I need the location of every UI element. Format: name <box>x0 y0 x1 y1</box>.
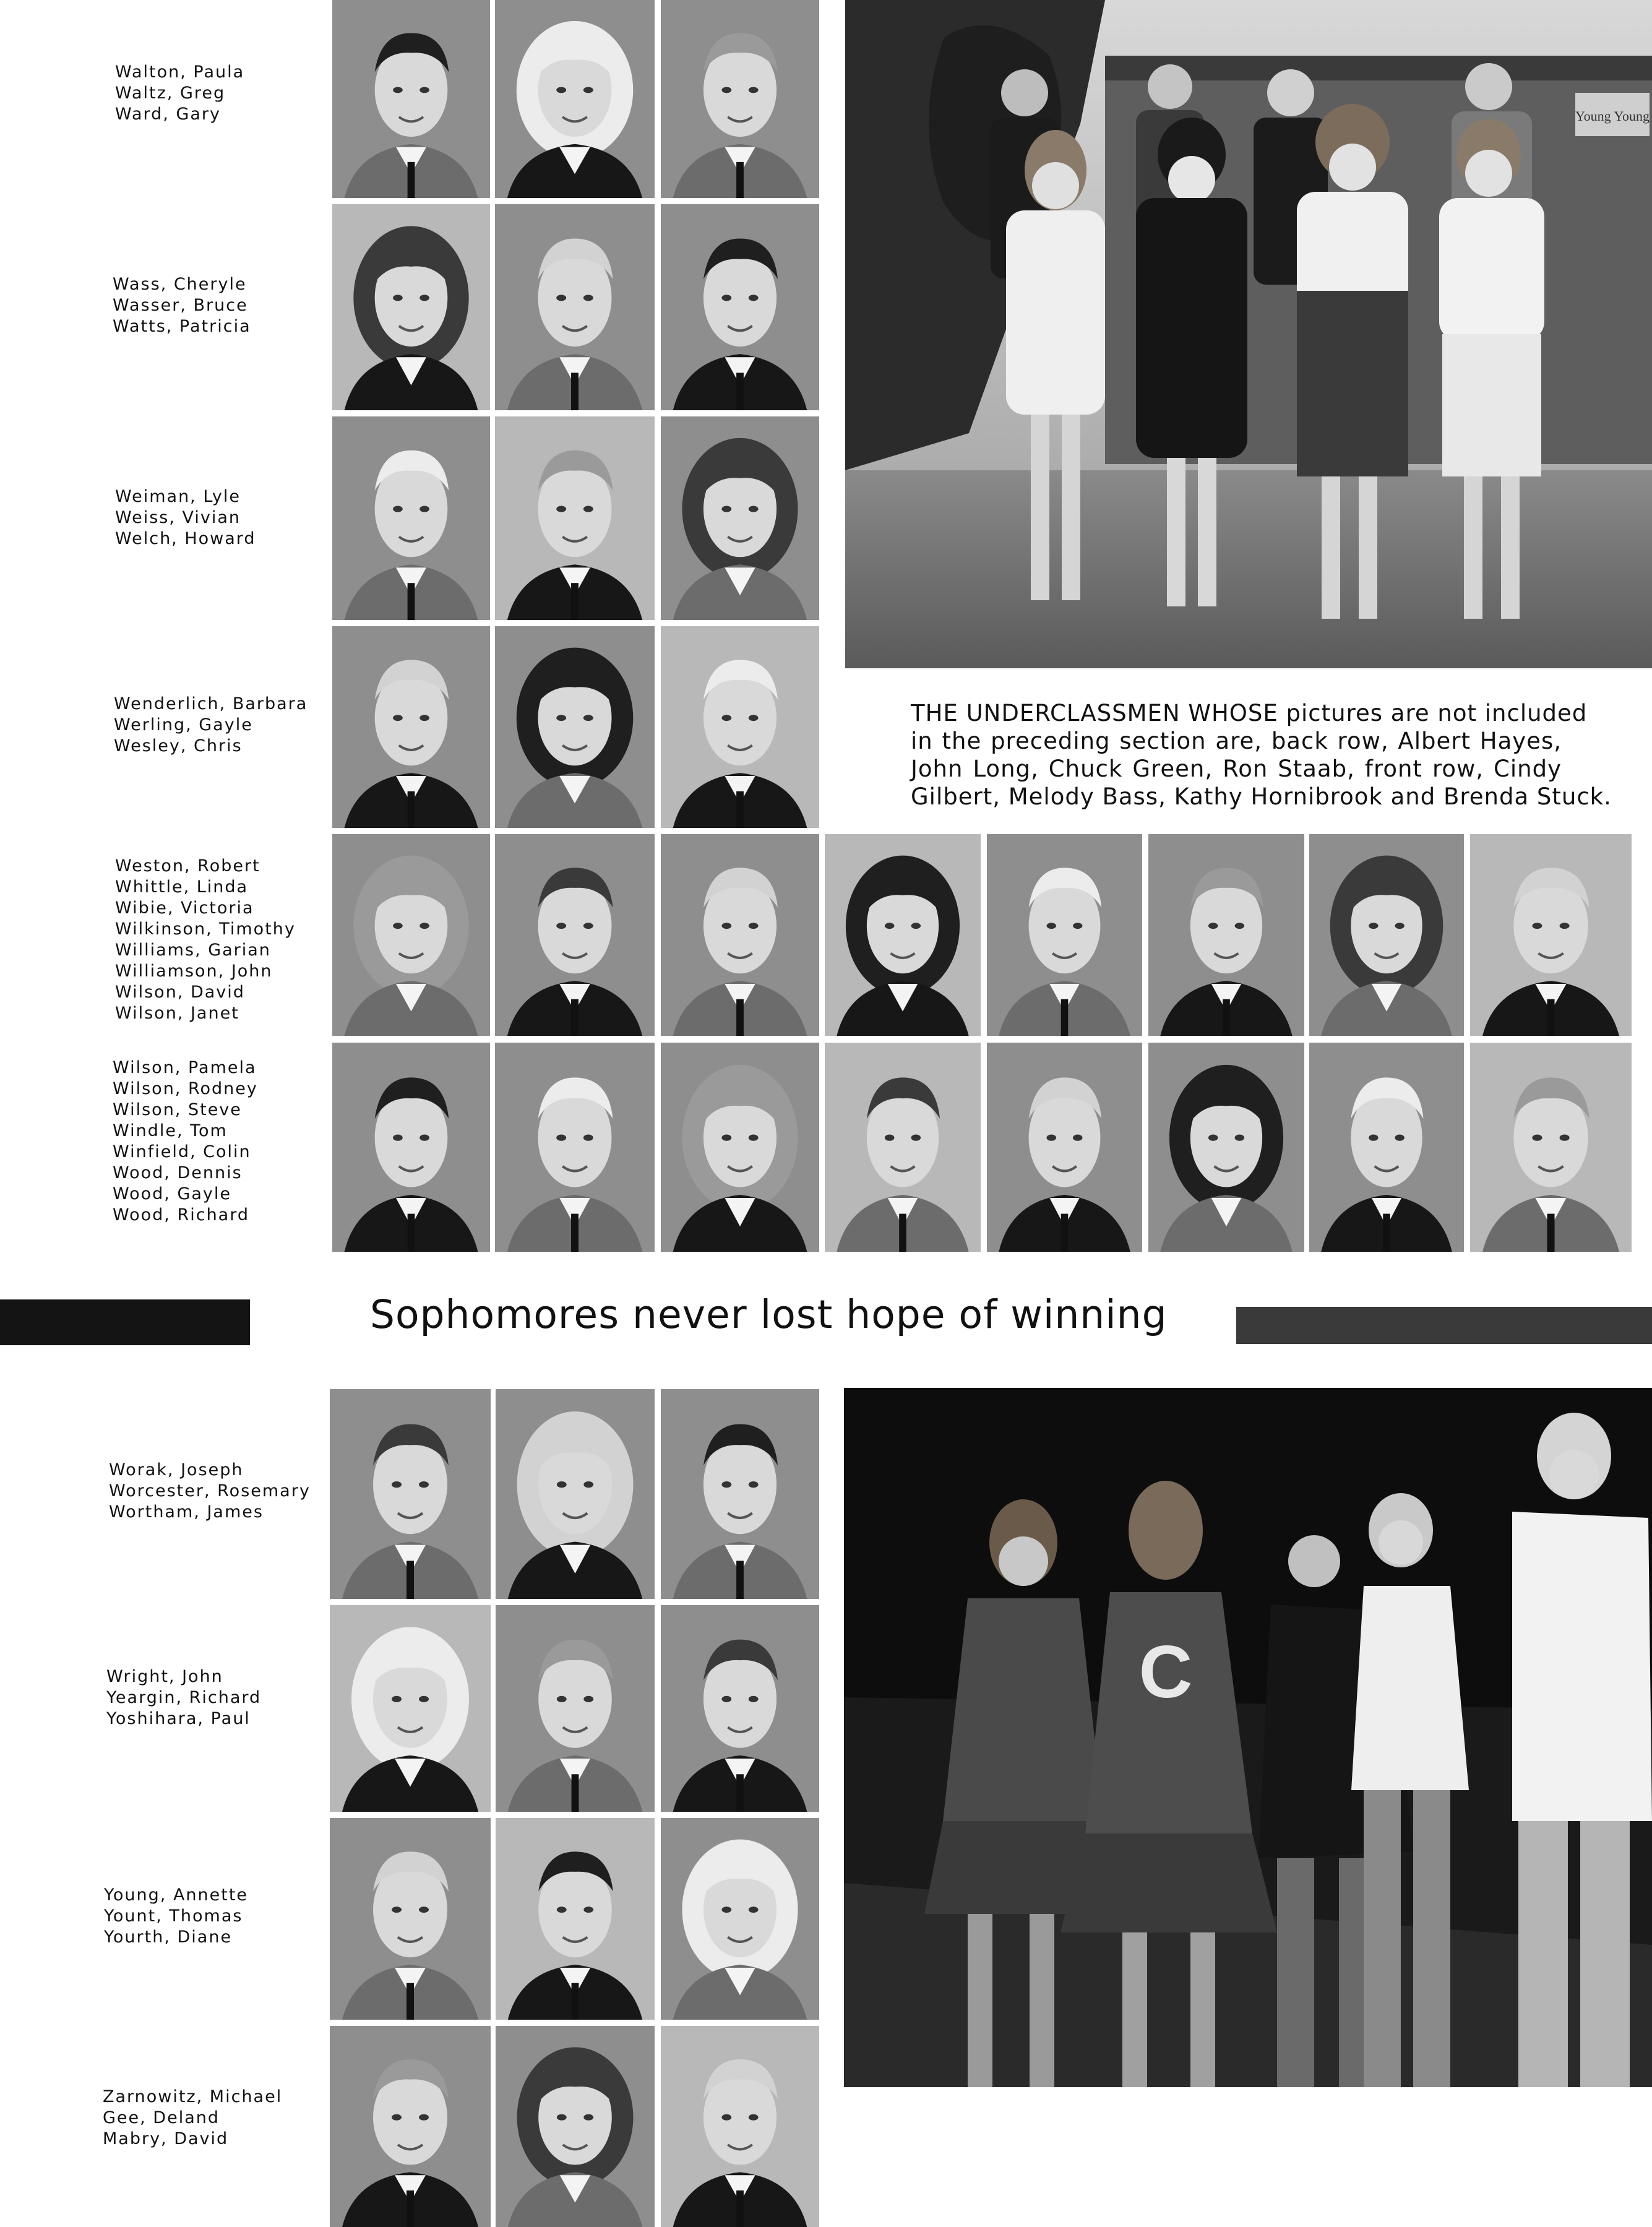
portrait-photo <box>1309 1043 1464 1252</box>
portrait-photo <box>825 834 981 1036</box>
portrait-photo <box>330 1389 491 1599</box>
portrait-photo <box>661 626 819 828</box>
name-entry: Welch, Howard <box>115 529 256 548</box>
caption-line: THE UNDERCLASSMEN WHOSE pictures are not included <box>911 700 1588 726</box>
portrait-photo <box>495 0 655 198</box>
caption-line: in the preceding section are, back row, Albert Hayes, <box>911 728 1562 754</box>
portrait-photo <box>495 626 655 828</box>
name-entry: Wasser, Bruce <box>113 296 248 315</box>
portrait-photo <box>495 416 655 620</box>
portrait-photo <box>330 2026 491 2227</box>
portrait-photo <box>1470 1043 1632 1252</box>
name-entry: Werling, Gayle <box>114 715 253 734</box>
name-list-group-5 <box>115 856 296 1024</box>
portrait-photo <box>496 1818 655 2020</box>
name-list-group-9 <box>104 1885 248 1948</box>
group-photo-caption <box>911 699 1612 811</box>
name-entry: Weiss, Vivian <box>115 508 241 527</box>
name-entry: Young, Annette <box>104 1885 249 1905</box>
heading-bar-left <box>0 1299 250 1345</box>
name-entry: Wood, Gayle <box>113 1184 232 1204</box>
cheerleader-photo <box>844 1388 1652 2087</box>
caption-line: Gilbert, Melody Bass, Kathy Hornibrook and Brenda Stuck. <box>911 783 1612 810</box>
name-entry: Mabry, David <box>103 2129 229 2148</box>
name-list-group-1 <box>115 62 244 125</box>
name-entry: Whittle, Linda <box>115 877 249 897</box>
name-entry: Yount, Thomas <box>104 1906 243 1926</box>
portrait-photo <box>332 0 490 198</box>
name-list-group-10 <box>103 2087 282 2150</box>
name-entry: Worak, Joseph <box>109 1460 244 1480</box>
name-entry: Yeargin, Richard <box>106 1688 262 1707</box>
name-entry: Williamson, John <box>115 962 273 981</box>
name-entry: Wortham, James <box>109 1502 264 1522</box>
portrait-photo <box>332 1043 490 1252</box>
portrait-photo <box>661 0 819 198</box>
portrait-photo <box>496 1605 655 1812</box>
portrait-photo <box>661 204 819 410</box>
portrait-photo <box>825 1043 981 1252</box>
name-entry: Weiman, Lyle <box>115 487 241 506</box>
portrait-photo <box>330 1605 491 1812</box>
portrait-photo <box>1148 834 1304 1036</box>
name-entry: Wenderlich, Barbara <box>114 694 308 713</box>
portrait-photo <box>1470 834 1632 1036</box>
portrait-photo <box>1309 834 1464 1036</box>
name-entry: Wilson, Rodney <box>113 1079 258 1098</box>
name-entry: Wood, Richard <box>113 1205 249 1225</box>
portrait-photo <box>661 834 819 1036</box>
name-entry: Wesley, Chris <box>114 736 243 756</box>
portrait-photo <box>1148 1043 1304 1252</box>
name-entry: Wright, John <box>106 1667 223 1686</box>
name-entry: Williams, Garian <box>115 941 271 960</box>
portrait-photo <box>661 416 819 620</box>
portrait-photo <box>661 1818 819 2020</box>
name-entry: Waltz, Greg <box>115 84 226 103</box>
caption-line: John Long, Chuck Green, Ron Staab, front row, Cindy <box>911 756 1562 782</box>
name-list-group-8 <box>106 1666 261 1729</box>
portrait-photo <box>332 416 490 620</box>
portrait-photo <box>495 1043 655 1252</box>
name-entry: Ward, Gary <box>115 105 221 124</box>
section-heading: Sophomores never lost hope of winning <box>370 1292 1168 1337</box>
portrait-photo <box>332 204 490 410</box>
name-entry: Winfield, Colin <box>113 1142 251 1161</box>
name-entry: Wilson, David <box>115 983 245 1002</box>
portrait-photo <box>495 204 655 410</box>
portrait-photo <box>330 1818 491 2020</box>
name-entry: Gee, Deland <box>103 2108 220 2127</box>
name-list-group-6 <box>113 1058 258 1226</box>
name-entry: Wood, Dennis <box>113 1163 243 1182</box>
portrait-photo <box>332 626 490 828</box>
name-entry: Windle, Tom <box>113 1121 228 1140</box>
name-list-group-3 <box>115 486 256 549</box>
name-list-group-4 <box>114 694 308 757</box>
name-entry: Watts, Patricia <box>113 317 251 336</box>
name-entry: Wibie, Victoria <box>115 898 254 918</box>
portrait-photo <box>661 1043 819 1252</box>
name-entry: Zarnowitz, Michael <box>103 2087 283 2106</box>
name-entry: Worcester, Rosemary <box>109 1481 311 1501</box>
name-list-group-7 <box>109 1460 311 1523</box>
portrait-photo <box>661 2026 819 2227</box>
name-entry: Wilkinson, Timothy <box>115 920 296 939</box>
portrait-photo <box>495 834 655 1036</box>
heading-bar-right <box>1236 1307 1652 1344</box>
sweater-letter: C <box>1138 1630 1193 1713</box>
name-entry: Yourth, Diane <box>104 1928 233 1947</box>
group-photo <box>845 0 1652 668</box>
name-entry: Wilson, Pamela <box>113 1058 257 1077</box>
portrait-photo <box>987 834 1142 1036</box>
portrait-photo <box>332 834 490 1036</box>
name-entry: Wilson, Steve <box>113 1100 242 1119</box>
name-entry: Yoshihara, Paul <box>106 1709 251 1728</box>
portrait-photo <box>496 1389 655 1599</box>
sign-text: Young Young <box>1575 108 1650 124</box>
portrait-photo <box>661 1605 819 1812</box>
portrait-photo <box>987 1043 1142 1252</box>
name-list-group-2 <box>113 274 251 337</box>
name-entry: Wass, Cheryle <box>113 275 247 294</box>
portrait-photo <box>496 2026 655 2227</box>
name-entry: Weston, Robert <box>115 856 260 876</box>
name-entry: Walton, Paula <box>115 62 245 82</box>
portrait-photo <box>661 1389 819 1599</box>
name-entry: Wilson, Janet <box>115 1004 239 1023</box>
